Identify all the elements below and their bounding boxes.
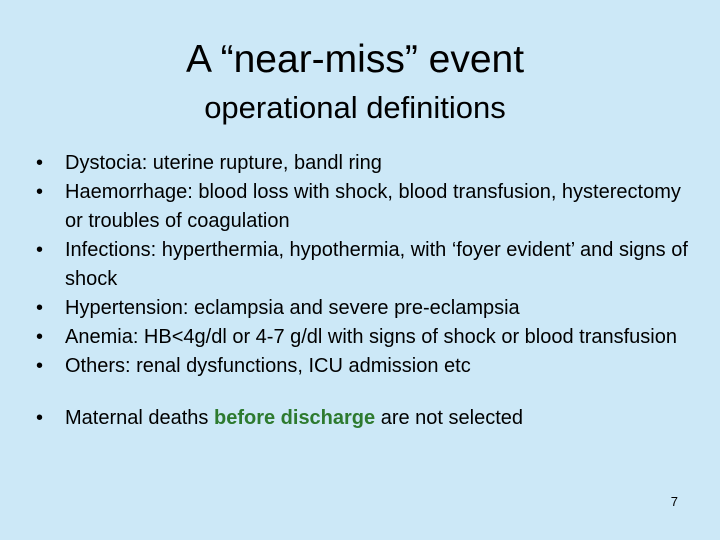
bullet-item — [36, 352, 696, 381]
bullet-list — [36, 149, 696, 433]
bullet-marker: • — [36, 239, 44, 261]
bullet-marker: • — [36, 297, 44, 319]
bullet-item — [36, 323, 696, 352]
bullet-item — [36, 294, 696, 323]
bullet-text: Others: renal dysfunctions, ICU admission etc — [65, 355, 471, 377]
slide-subtitle: operational definitions — [204, 90, 506, 125]
bullet-text: Hypertension: eclampsia and severe pre-eclampsia — [65, 297, 520, 319]
slide-title: A “near-miss” event — [185, 38, 525, 81]
bullet-marker: • — [36, 152, 44, 174]
page-number: 7 — [670, 494, 678, 509]
bullet-text: Anemia: HB<4g/dl or 4-7 g/dl with signs of shock or blood transfusion — [65, 326, 677, 348]
bullet-item — [36, 149, 696, 178]
bullet-text-before: Maternal deaths — [65, 407, 214, 429]
bullet-text-after: are not selected — [375, 407, 524, 429]
bullet-marker: • — [36, 355, 44, 377]
bullet-text: Dystocia: uterine rupture, bandl ring — [65, 152, 382, 174]
bullet-item — [36, 236, 696, 294]
bullet-text: Haemorrhage: blood loss with shock, blood transfusion, hysterectomy or troubles of coagulation — [65, 181, 681, 232]
bullet-item — [36, 178, 696, 236]
bullet-item-maternal-deaths — [36, 404, 696, 433]
bullet-text: Infections: hyperthermia, hypothermia, with ‘foyer evident’ and signs of shock — [65, 239, 688, 290]
highlight-before-discharge: before discharge — [213, 407, 376, 429]
bullet-marker: • — [36, 407, 44, 429]
bullet-marker: • — [36, 181, 44, 203]
bullet-marker: • — [36, 326, 44, 348]
